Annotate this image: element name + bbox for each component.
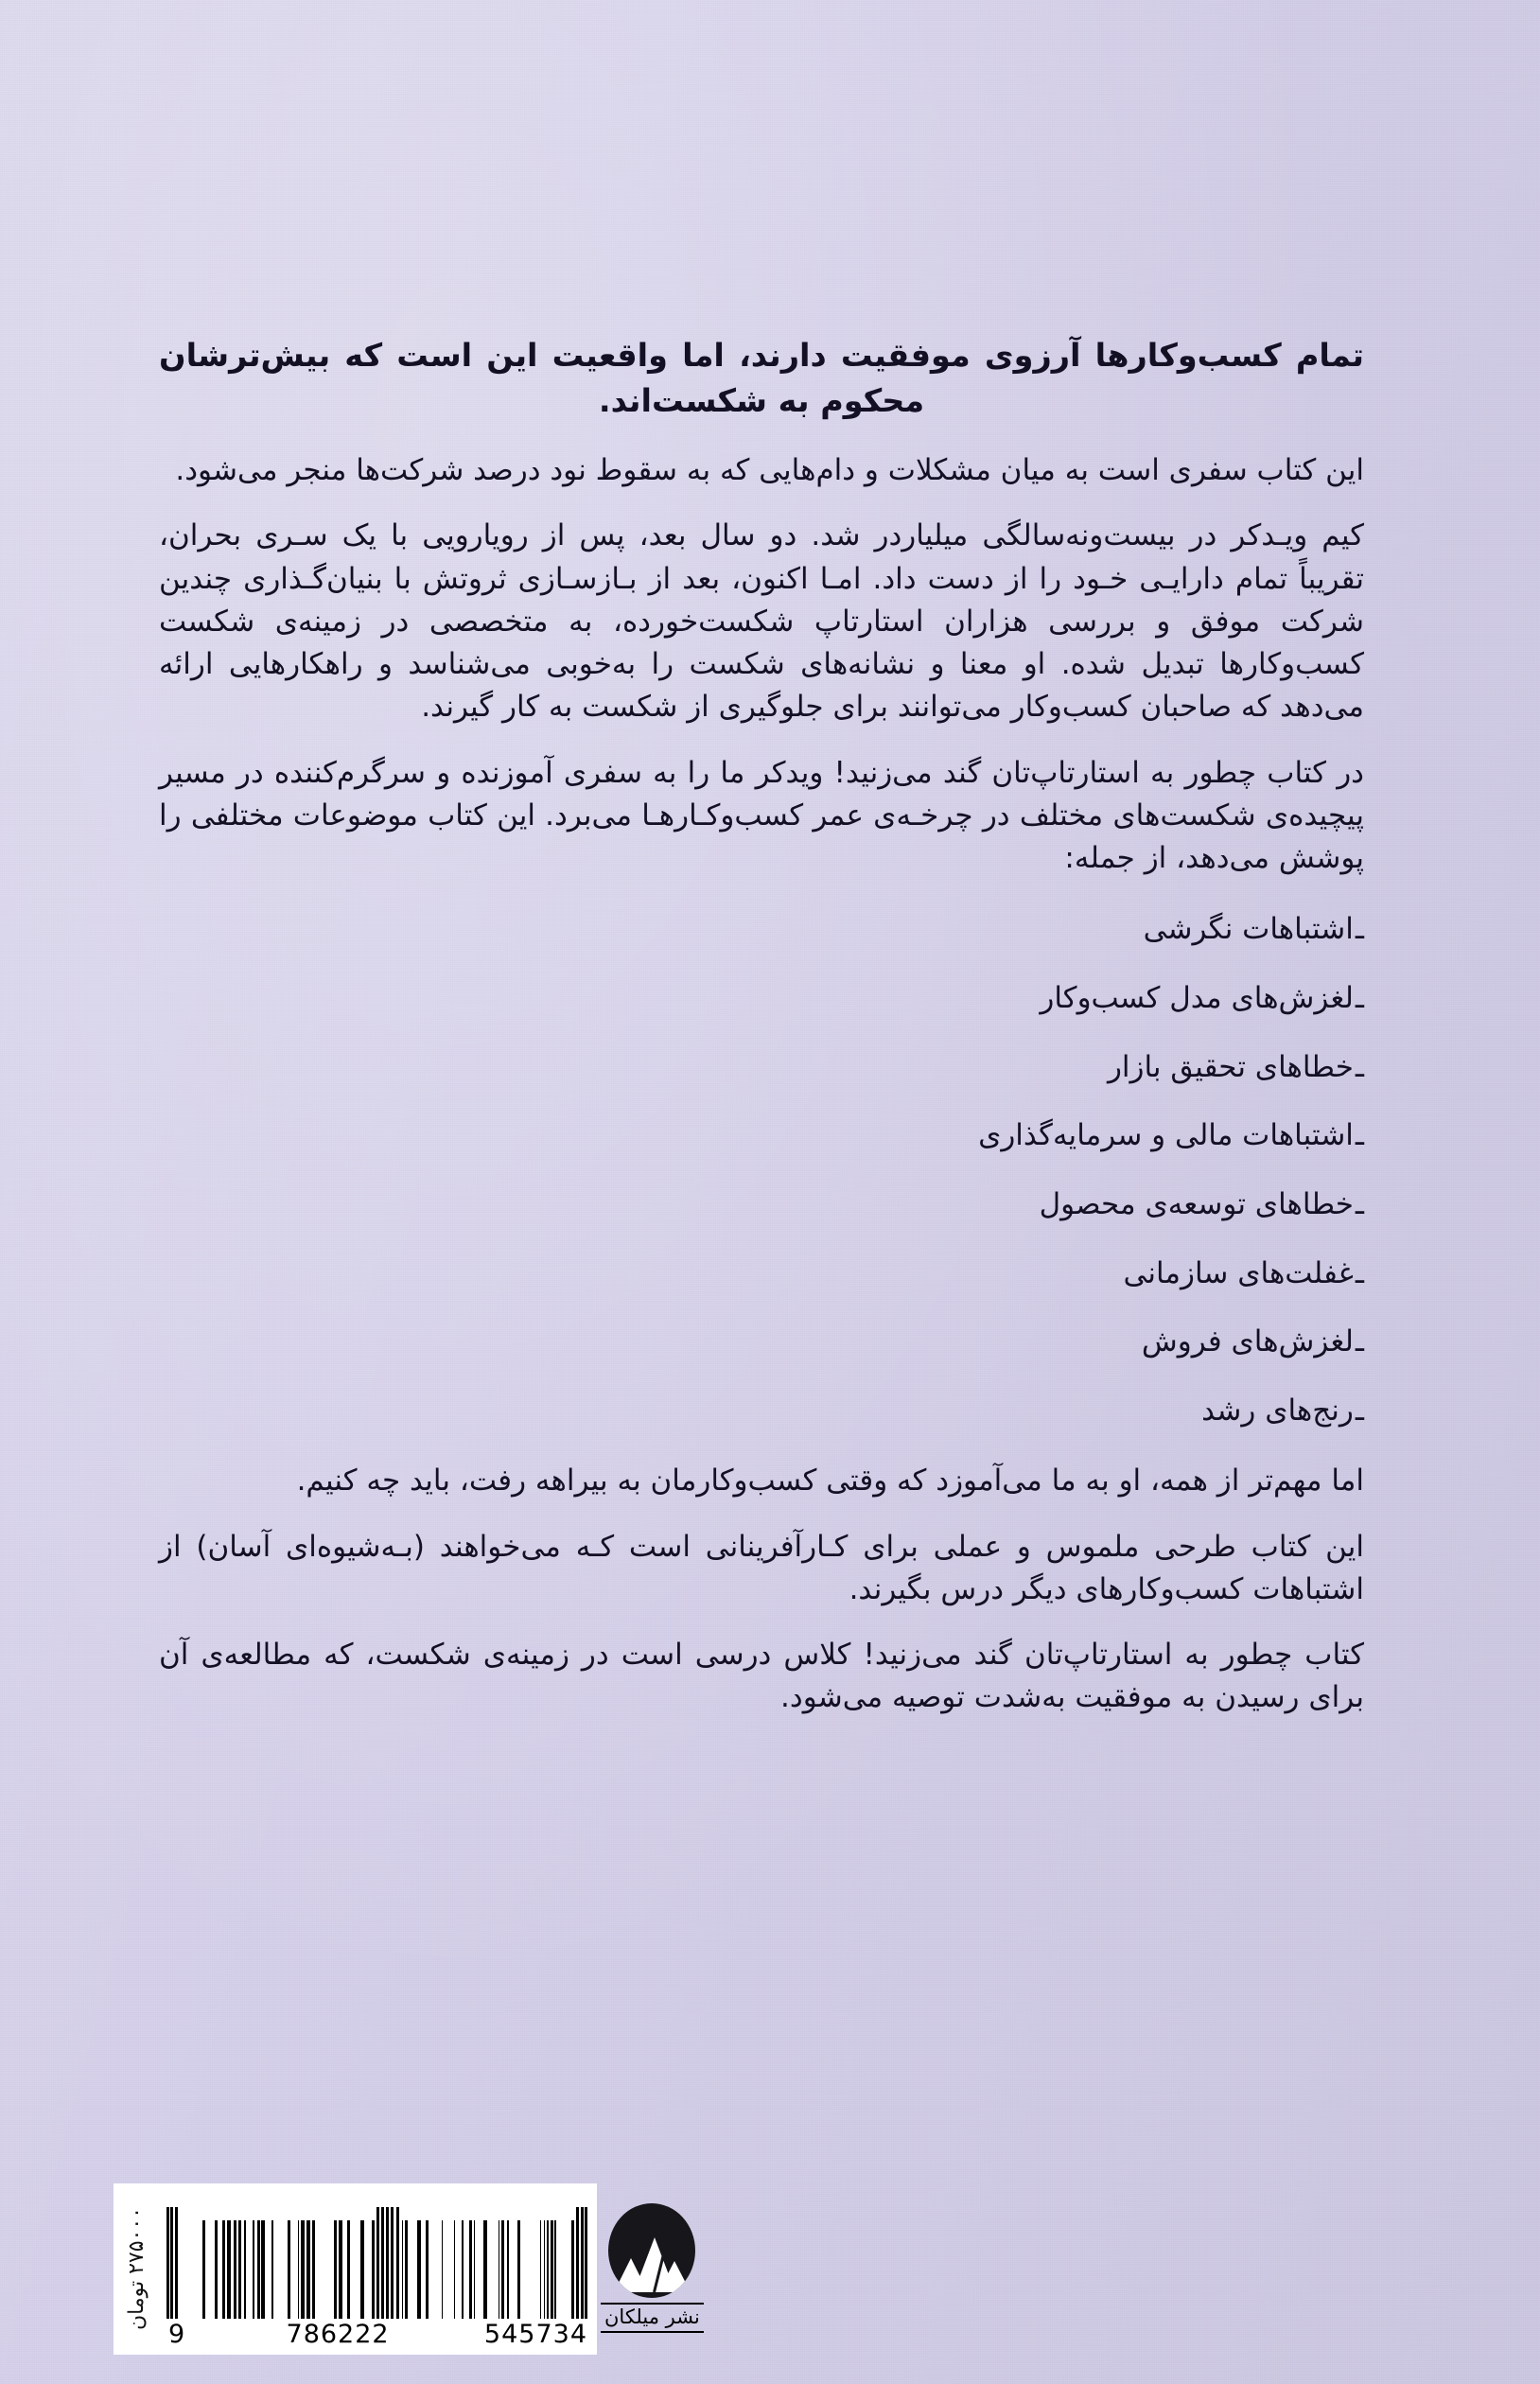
- closing-paragraph-1: اما مهم‌تر از همه، او به ما می‌آموزد که وقتی کسب‌وکارمان به بیراهه رفت، باید چه کنیم.: [296, 1464, 1364, 1499]
- topic-label: اشتباهات مالی و سرمایه‌گذاری: [978, 1118, 1354, 1153]
- barcode-lead-digit: 9: [168, 2320, 186, 2349]
- topic-dash-marker: ـ: [1355, 1118, 1364, 1153]
- list-item: [159, 977, 1364, 1020]
- publisher-name: نشر میلکان: [601, 2303, 704, 2332]
- closing-paragraph-3: کتاب چطور به استارتاپ‌تان گند می‌زنید! کلاس درسی است در زمینه‌ی شکست، که مطالعه‌ی آن برای رسیدن به موفقیت به‌شدت توصیه می‌شود.: [159, 1638, 1364, 1715]
- barcode-group-left: 786222: [286, 2320, 390, 2349]
- spacer: [159, 496, 1364, 515]
- peak-right-icon: [658, 2261, 691, 2292]
- list-item: [159, 1253, 1364, 1295]
- topic-label: غفلت‌های سازمانی: [1123, 1255, 1354, 1290]
- price-text: ۲۷۵۰۰۰ تومان: [124, 2207, 149, 2331]
- topic-label: اشتباهات نگرشی: [1143, 912, 1354, 947]
- topic-dash-marker: ـ: [1355, 912, 1364, 947]
- blurb-paragraph-2: کیم ویـدکر در بیست‌ونه‌سالگی میلیاردر شد. دو سال بعد، پس از رویارویی با یک سـری بحران، تقریباً تمام دارایـی خـود را از دست داد. امـا اکنون، بعد از بـازسـازی ثروتش با بنیان‌گـذاری چندین شرکت موفق و بررسی هزاران استارتاپ شکست‌خورده، به متخصصی در زمینه‌ی شکست کسب‌وکارها تبدیل شده. او معنا و نشانه‌های شکست را به‌خوبی می‌شناسد و راهکارهایی ارائه می‌دهد که صاحبان کسب‌وکار می‌توانند برای جلوگیری از شکست به کار گیرند.: [159, 518, 1364, 725]
- publisher-imprint: [593, 2183, 711, 2355]
- topic-dash-marker: ـ: [1355, 1049, 1364, 1084]
- barcode-block: [114, 2183, 700, 2355]
- topic-dash-marker: ـ: [1355, 1393, 1364, 1428]
- spacer: [159, 733, 1364, 752]
- barcode-bars: [166, 2207, 589, 2319]
- topic-label: رنج‌های رشد: [1201, 1393, 1354, 1428]
- list-item: [159, 1183, 1364, 1226]
- topic-label: خطاهای تحقیق بازار: [1107, 1049, 1354, 1084]
- list-item: [159, 1321, 1364, 1363]
- topic-dash-marker: ـ: [1355, 981, 1364, 1015]
- closing-paragraph-2: این کتاب طرحی ملموس و عملی برای کـارآفرینانی است کـه می‌خواهند (بـه‌شیوه‌ای آسان) از اشتباهات کسب‌وکارهای دیگر درس بگیرند.: [159, 1529, 1364, 1606]
- topic-dash-marker: ـ: [1355, 1186, 1364, 1221]
- price-label: [114, 2183, 159, 2355]
- blurb-content: [159, 333, 1364, 1724]
- topic-dash-marker: ـ: [1355, 1255, 1364, 1290]
- topic-label: لغزش‌های فروش: [1141, 1324, 1354, 1359]
- spacer: [159, 1615, 1364, 1634]
- mountain-peaks-icon: [608, 2203, 695, 2298]
- blurb-paragraph-3: در کتاب چطور به استارتاپ‌تان گند می‌زنید! ویدکر ما را به سفری آموزنده و سرگرم‌کننده در مسیر پیچیده‌ی شکست‌های مختلف در چرخـه‌ی عمر کسب‌وکـارهـا می‌برد. این کتاب موضوعات مختلفی را پوشش می‌دهد، از جمله:: [159, 755, 1364, 876]
- spacer: [159, 430, 1364, 449]
- barcode-digits: [166, 2320, 589, 2349]
- topic-label: لغزش‌های مدل کسب‌وکار: [1040, 981, 1354, 1015]
- list-item: [159, 908, 1364, 951]
- list-item: [159, 1390, 1364, 1432]
- spacer: [159, 1507, 1364, 1526]
- barcode-group-right: 545734: [483, 2320, 587, 2349]
- list-item: [159, 1046, 1364, 1089]
- list-item: [159, 1114, 1364, 1157]
- topics-list: [159, 908, 1364, 1431]
- topic-label: خطاهای توسعه‌ی محصول: [1039, 1186, 1354, 1221]
- blurb-paragraph-1: این کتاب سفری است به میان مشکلات و دام‌هایی که به سقوط نود درصد شرکت‌ها منجر می‌شود.: [175, 453, 1364, 488]
- ean13-barcode: [159, 2183, 593, 2355]
- blurb-lede: تمام کسب‌وکارها آرزوی موفقیت دارند، اما واقعیت این است که بیش‌ترشان محکوم به شکست‌اند.: [159, 337, 1364, 419]
- topic-dash-marker: ـ: [1355, 1324, 1364, 1359]
